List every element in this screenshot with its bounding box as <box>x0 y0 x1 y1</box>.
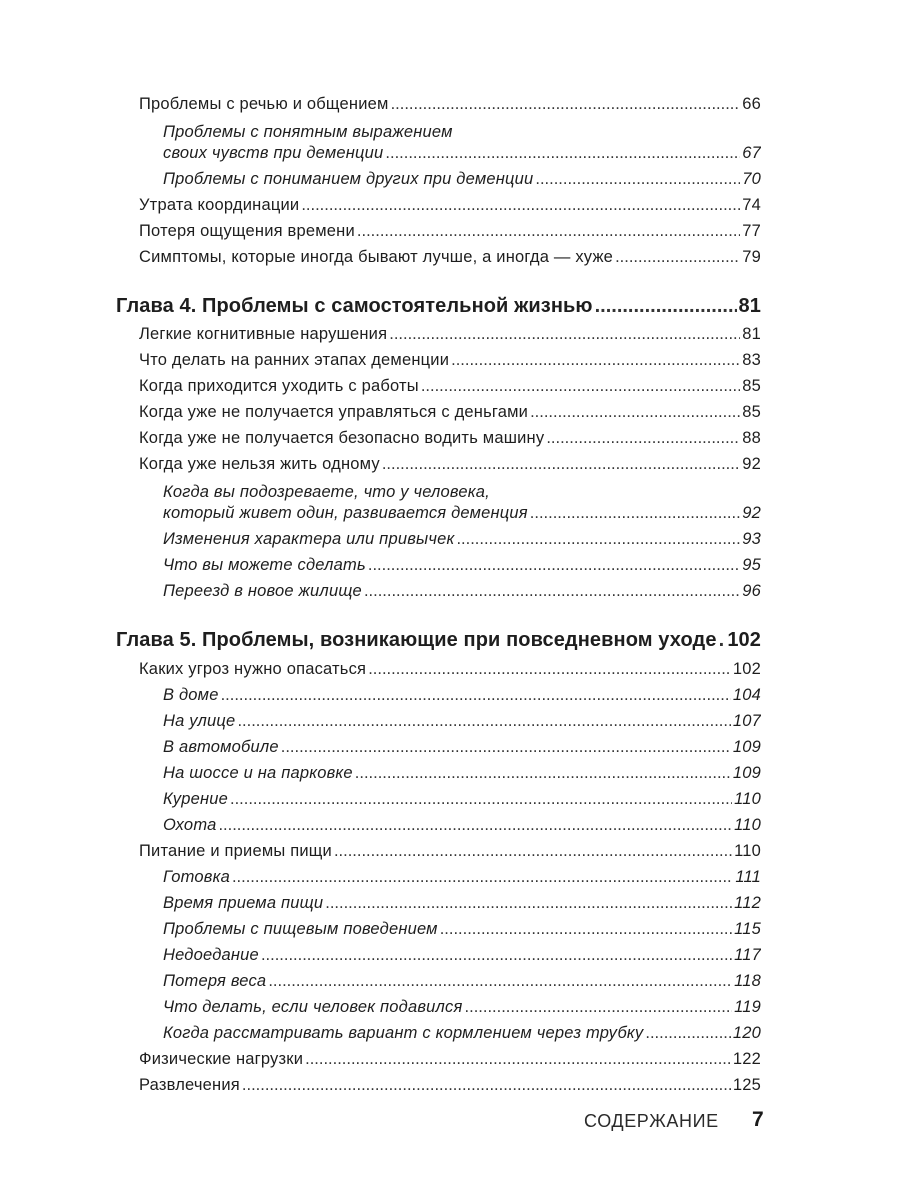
toc-subentry-line1[interactable]: Проблемы с понятным выражением <box>163 123 453 141</box>
dot-leader <box>382 455 740 474</box>
toc-entry-title: Проблемы с пищевым поведением <box>163 920 438 938</box>
toc-entry-page: 104 <box>732 686 761 704</box>
chapter-heading[interactable] <box>116 295 761 318</box>
toc-entry-title: Что вы можете сделать <box>163 556 366 574</box>
toc-entry-title: Развлечения <box>139 1076 240 1094</box>
toc-entry[interactable] <box>139 1076 761 1095</box>
toc-subentry[interactable] <box>163 530 761 549</box>
toc-entry-page: 112 <box>734 894 761 912</box>
toc-entry-title: Когда уже не получается управляться с деньгами <box>139 403 529 421</box>
dot-leader <box>232 868 733 887</box>
toc-entry-page: 77 <box>742 222 761 240</box>
toc-entry-title: На улице <box>163 712 236 730</box>
toc-entry-title: Что делать, если человек подавился <box>163 998 463 1016</box>
dot-leader <box>230 790 732 809</box>
toc-entry[interactable] <box>139 403 761 422</box>
toc-entry-page: 93 <box>742 530 761 548</box>
toc-entry-page: 79 <box>742 248 761 266</box>
toc-entry[interactable] <box>139 351 761 370</box>
dot-leader <box>719 629 726 652</box>
toc-entry-title: Недоедание <box>163 946 259 964</box>
toc-entry-title: Время приема пищи <box>163 894 324 912</box>
dot-leader <box>546 429 740 448</box>
toc-entry-page: 85 <box>742 377 761 395</box>
toc-entry-title: Охота <box>163 816 217 834</box>
toc-subentry-line1[interactable]: Когда вы подозреваете, что у человека, <box>163 483 490 501</box>
toc-entry-page: 85 <box>742 403 761 421</box>
toc-entry[interactable] <box>139 248 761 267</box>
toc-entry-title: Изменения характера или привычек <box>163 530 455 548</box>
dot-leader <box>385 144 740 163</box>
toc-entry-page: 118 <box>734 972 761 990</box>
toc-entry-title: Проблемы с речью и общением <box>139 95 389 113</box>
dot-leader <box>268 972 732 991</box>
toc-subentry[interactable] <box>163 920 761 939</box>
dot-leader <box>368 556 740 575</box>
toc-entry-page: 88 <box>742 429 761 447</box>
toc-entry-page: 119 <box>734 998 761 1016</box>
dot-leader <box>242 1076 731 1095</box>
chapter-title: Глава 5. Проблемы, возникающие при повседневном уходе <box>116 629 717 651</box>
toc-entry[interactable] <box>139 1050 761 1069</box>
toc-entry-title: Симптомы, которые иногда бывают лучше, а иногда — хуже <box>139 248 614 266</box>
toc-entry-page: 81 <box>742 325 761 343</box>
dot-leader <box>440 920 732 939</box>
dot-leader <box>325 894 732 913</box>
toc-entry[interactable] <box>139 377 761 396</box>
toc-subentry[interactable] <box>163 556 761 575</box>
toc-entry[interactable] <box>139 196 761 215</box>
toc-entry-page: 95 <box>742 556 761 574</box>
toc-entry-title: В автомобиле <box>163 738 279 756</box>
toc-entry[interactable] <box>139 842 761 861</box>
toc-entry-page: 92 <box>742 504 761 522</box>
dot-leader <box>281 738 731 757</box>
chapter-heading[interactable] <box>116 629 761 652</box>
dot-leader <box>595 295 737 318</box>
toc-entry-page: 125 <box>732 1076 761 1094</box>
dot-leader <box>615 248 740 267</box>
toc-entry-page: 117 <box>734 946 761 964</box>
toc-entry[interactable] <box>139 455 761 474</box>
chapter-page: 81 <box>738 295 761 317</box>
toc-entry-page: 67 <box>742 144 761 162</box>
toc-entry-title: Утрата координации <box>139 196 300 214</box>
toc-entry-title: Что делать на ранних этапах деменции <box>139 351 450 369</box>
dot-leader <box>368 660 731 679</box>
toc-entry-page: 110 <box>734 842 761 860</box>
toc-entry-title: Проблемы с пониманием других при деменции <box>163 170 534 188</box>
toc-subentry[interactable] <box>163 582 761 601</box>
toc-entry[interactable] <box>139 325 761 344</box>
toc-subentry[interactable] <box>163 712 761 731</box>
dot-leader <box>357 222 740 241</box>
toc-entry-page: 115 <box>734 920 761 938</box>
dot-leader <box>218 816 732 835</box>
toc-entry-title: Когда уже нельзя жить одному <box>139 455 380 473</box>
toc-entry[interactable] <box>139 222 761 241</box>
toc-entry-page: 83 <box>742 351 761 369</box>
dot-leader <box>355 764 731 783</box>
toc-entry-title: На шоссе и на парковке <box>163 764 353 782</box>
dot-leader <box>261 946 732 965</box>
toc-entry[interactable] <box>139 429 761 448</box>
chapter-title: Глава 4. Проблемы с самостоятельной жизнью <box>116 295 593 317</box>
toc-entry-page: 74 <box>742 196 761 214</box>
toc-entry-page: 109 <box>732 764 761 782</box>
toc-subentry[interactable] <box>163 868 761 887</box>
toc-entry[interactable] <box>139 660 761 679</box>
toc-entry-title: Питание и приемы пищи <box>139 842 332 860</box>
toc-entry-title: Когда приходится уходить с работы <box>139 377 419 395</box>
dot-leader <box>456 530 740 549</box>
toc-entry-title: В доме <box>163 686 219 704</box>
toc-subentry[interactable] <box>163 894 761 913</box>
dot-leader <box>530 403 740 422</box>
toc-entry-title: Физические нагрузки <box>139 1050 304 1068</box>
dot-leader <box>451 351 740 370</box>
dot-leader <box>221 686 731 705</box>
toc-subentry[interactable] <box>163 686 761 705</box>
toc-entry-title: Переезд в новое жилище <box>163 582 362 600</box>
toc-subentry[interactable] <box>163 764 761 783</box>
toc-entry-title: Когда уже не получается безопасно водить машину <box>139 429 545 447</box>
toc-subentry[interactable] <box>163 738 761 757</box>
toc-entry-title: своих чувств при деменции <box>163 144 384 162</box>
dot-leader <box>645 1024 730 1043</box>
toc-entry-page: 120 <box>732 1024 761 1042</box>
dot-leader <box>305 1050 731 1069</box>
toc-subentry[interactable] <box>163 972 761 991</box>
toc-entry-title: Потеря ощущения времени <box>139 222 355 240</box>
dot-leader <box>535 170 740 189</box>
toc-subentry[interactable] <box>163 816 761 835</box>
toc-subentry[interactable] <box>163 144 761 163</box>
toc-entry-page: 107 <box>732 712 761 730</box>
dot-leader <box>530 504 740 523</box>
dot-leader <box>389 325 740 344</box>
toc-entry-page: 122 <box>732 1050 761 1068</box>
toc-entry-title: Каких угроз нужно опасаться <box>139 660 367 678</box>
dot-leader <box>301 196 740 215</box>
toc-subentry[interactable] <box>163 504 761 523</box>
toc-subentry[interactable] <box>163 1024 761 1043</box>
toc-entry-page: 110 <box>734 790 761 808</box>
toc-subentry[interactable] <box>163 998 761 1017</box>
chapter-page: 102 <box>727 629 761 651</box>
toc-entry-title: Курение <box>163 790 228 808</box>
toc-entry-page: 111 <box>735 868 761 886</box>
dot-leader <box>237 712 730 731</box>
dot-leader <box>391 95 741 114</box>
toc-entry[interactable] <box>139 95 761 114</box>
toc-entry-page: 66 <box>742 95 761 113</box>
toc-entry-title: Легкие когнитивные нарушения <box>139 325 388 343</box>
toc-entry-page: 92 <box>742 455 761 473</box>
toc-entry-page: 102 <box>732 660 761 678</box>
toc-entry-page: 110 <box>734 816 761 834</box>
toc-entry-title: Готовка <box>163 868 230 886</box>
dot-leader <box>421 377 740 396</box>
toc-entry-page: 70 <box>742 170 761 188</box>
toc-entry-title: Потеря веса <box>163 972 267 990</box>
dot-leader <box>334 842 732 861</box>
dot-leader <box>465 998 733 1017</box>
toc-subentry[interactable] <box>163 170 761 189</box>
toc-entry-title: Когда рассматривать вариант с кормлением через трубку <box>163 1024 644 1042</box>
page-number: 7 <box>752 1108 764 1131</box>
toc-entry-title: который живет один, развивается деменция <box>163 504 528 522</box>
dot-leader <box>364 582 740 601</box>
toc-entry-page: 109 <box>732 738 761 756</box>
toc-subentry[interactable] <box>163 790 761 809</box>
toc-entry-page: 96 <box>742 582 761 600</box>
toc-subentry[interactable] <box>163 946 761 965</box>
running-footer-label: СОДЕРЖАНИЕ <box>584 1111 719 1131</box>
